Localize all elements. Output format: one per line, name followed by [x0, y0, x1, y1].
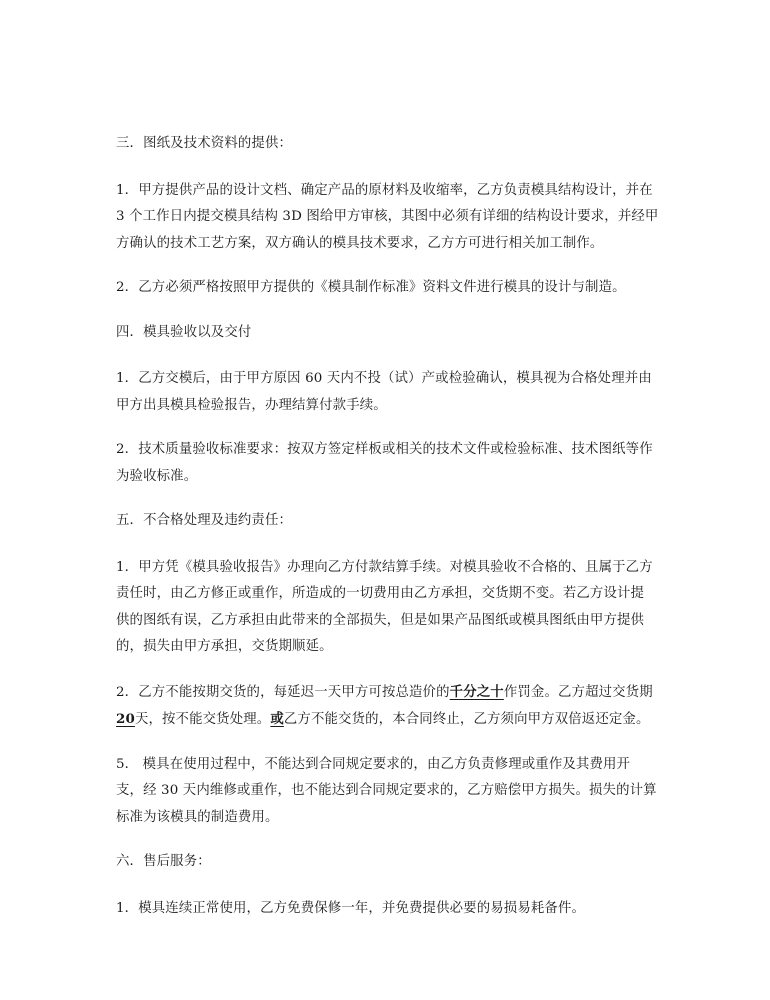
- section-heading-text: 五．不合格处理及违约责任：: [116, 513, 293, 528]
- paragraph-line: 5． 模具在使用过程中，不能达到合同规定要求的，由乙方负责修理或重作及其费用开: [116, 756, 631, 772]
- paragraph-line: 供的图纸有误，乙方承担由此带来的全部损失，但是如果产品图纸或模具图纸由甲方提供: [116, 612, 645, 628]
- line-text: 2．乙方不能按期交货的，每延迟一天甲方可按总造价的: [116, 684, 450, 700]
- section-heading: [116, 849, 656, 876]
- paragraph-line: 1．甲方凭《模具验收报告》办理向乙方付款结算手续。对模具验收不合格的、且属于乙方: [116, 559, 653, 575]
- emphasized-text: 20: [116, 711, 135, 727]
- section-heading: [116, 320, 656, 347]
- paragraph-line: 1．甲方提供产品的设计文档、确定产品的原材料及收缩率，乙方负责模具结构设计，并在: [116, 182, 653, 198]
- paragraph-line: 3 个工作日内提交模具结构 3D 图给甲方审核，其图中必须有详细的结构设计要求，并经甲: [116, 209, 659, 224]
- paragraph: [116, 437, 656, 490]
- paragraph: [116, 555, 656, 661]
- paragraph-line: 为验收标准。: [116, 468, 198, 484]
- paragraph: [116, 896, 656, 923]
- paragraph-line: 方确认的技术工艺方案，双方确认的模具技术要求，乙方方可进行相关加工制作。: [116, 235, 604, 251]
- paragraph-line: 责任时，由乙方修正或重作，所造成的一切费用由乙方承担，交货期不变。若乙方设计提: [116, 586, 645, 601]
- paragraph-line: [116, 706, 656, 734]
- section-heading: [116, 131, 656, 158]
- paragraph: [116, 366, 656, 419]
- line-text: 乙方不能交货的，本合同终止，乙方须向甲方双倍返还定金。: [283, 712, 650, 727]
- paragraph: [116, 275, 656, 302]
- paragraph-line: 的，损失由甲方承担，交货期顺延。: [116, 639, 333, 654]
- paragraph: [116, 679, 656, 734]
- section-heading: [116, 508, 656, 535]
- line-text: 作罚金。乙方超过交货期: [503, 684, 653, 700]
- document-body: [116, 131, 659, 940]
- line-text: 天，按不能交货处理。: [134, 712, 271, 727]
- paragraph: [116, 178, 659, 258]
- paragraph-line: 2．技术质量验收标准要求：按双方签定样板或相关的技术文件或检验标准、技术图纸等作: [116, 442, 653, 457]
- emphasized-text: 或: [270, 711, 284, 727]
- paragraph: [116, 752, 656, 832]
- paragraph-line: 支，经 30 天内维修或重作，也不能达到合同规定要求的，乙方赔偿甲方损失。损失的计算: [116, 783, 657, 798]
- paragraph-line: 1．模具连续正常使用，乙方免费保修一年，并免费提供必要的易损易耗备件。: [116, 900, 586, 916]
- paragraph-line: 1．乙方交模后，由于甲方原因 60 天内不投（试）产或检验确认，模具视为合格处理并由: [116, 371, 652, 386]
- section-heading-text: 三．图纸及技术资料的提供：: [116, 136, 293, 151]
- paragraph-line: [116, 679, 656, 707]
- section-heading-text: 六．售后服务：: [116, 854, 211, 869]
- emphasized-text: 千分之十: [449, 683, 504, 700]
- paragraph-line: 甲方出具模具检验报告，办理结算付款手续。: [116, 397, 387, 413]
- section-heading-text: 四．模具验收以及交付: [116, 324, 252, 340]
- paragraph-line: 2．乙方必须严格按照甲方提供的《模具制作标准》资料文件进行模具的设计与制造。: [116, 280, 626, 295]
- paragraph-line: 标准为该模具的制造费用。: [116, 809, 279, 825]
